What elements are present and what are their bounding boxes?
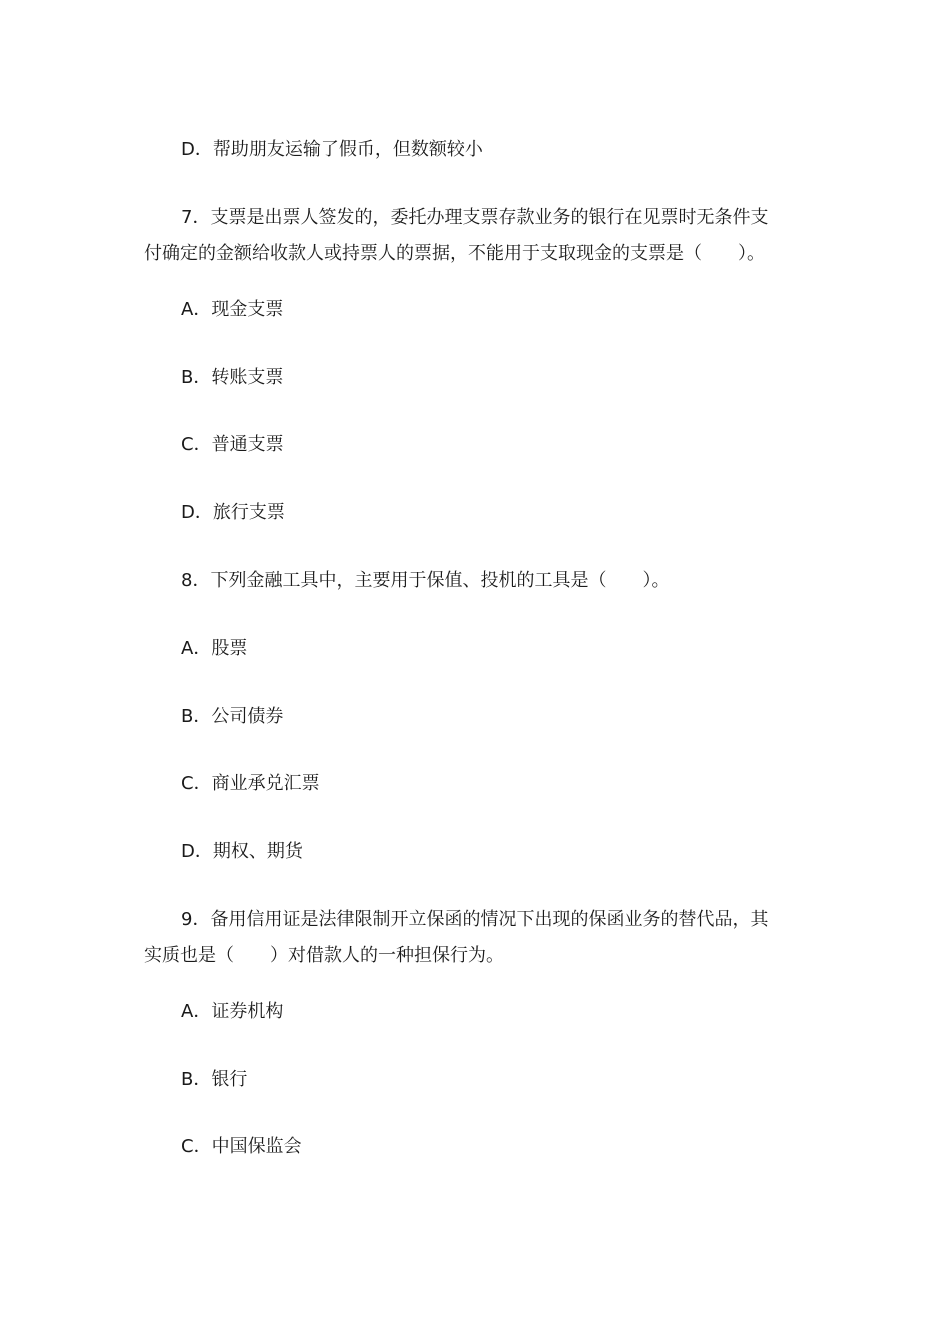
q7-option-c: C．普通支票 xyxy=(181,434,284,455)
q6-option-d: D．帮助朋友运输了假币，但数额较小 xyxy=(181,139,483,160)
q9-option-b: B．银行 xyxy=(181,1069,248,1090)
q8-option-b: B．公司债券 xyxy=(181,706,284,727)
q8-option-c: C．商业承兑汇票 xyxy=(181,773,320,794)
q8-stem-line-1: 8．下列金融工具中，主要用于保值、投机的工具是（ ）。 xyxy=(181,570,670,591)
q8-option-d: D．期权、期货 xyxy=(181,841,303,862)
q7-stem-line-2: 付确定的金额给收款人或持票人的票据，不能用于支取现金的支票是（ ）。 xyxy=(144,243,765,264)
q7-stem-line-1: 7．支票是出票人签发的，委托办理支票存款业务的银行在见票时无条件支 xyxy=(181,207,769,228)
q7-option-a: A．现金支票 xyxy=(181,299,284,320)
q9-stem-line-1: 9．备用信用证是法律限制开立保函的情况下出现的保函业务的替代品，其 xyxy=(181,909,769,930)
q9-option-a: A．证券机构 xyxy=(181,1001,284,1022)
q9-option-c: C．中国保监会 xyxy=(181,1136,302,1157)
q8-option-a: A．股票 xyxy=(181,638,248,659)
q7-option-d: D．旅行支票 xyxy=(181,502,285,523)
q7-option-b: B．转账支票 xyxy=(181,367,284,388)
q9-stem-line-2: 实质也是（ ）对借款人的一种担保行为。 xyxy=(144,945,504,966)
